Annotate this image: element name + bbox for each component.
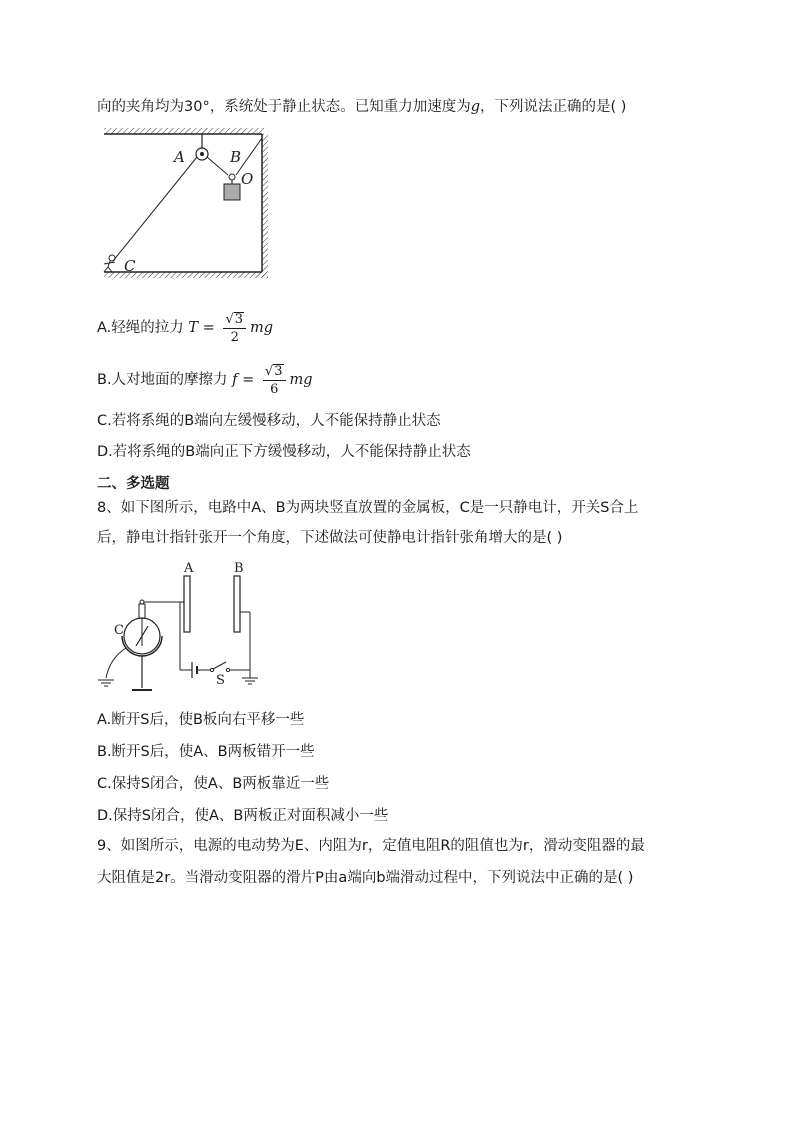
q7-intro-line xyxy=(97,97,626,117)
q7-figure xyxy=(96,126,272,282)
q7-label-o: O xyxy=(241,170,254,188)
q7-option-b-prefix: B.人对地面的摩擦力 xyxy=(97,372,228,388)
q7-option-a-prefix: A.轻绳的拉力 xyxy=(97,320,184,336)
rope-ao xyxy=(207,157,228,175)
q7-intro-text: 向的夹角均为30°，系统处于静止状态。已知重力加速度为 xyxy=(97,99,471,115)
q8-label-b: B xyxy=(234,561,244,576)
knot-o xyxy=(229,174,235,180)
rope-ac xyxy=(113,157,197,261)
q7-label-b: B xyxy=(230,148,242,166)
q8-option-d[interactable]: D.保持S闭合，使A、B两板正对面积减小一些 xyxy=(97,808,389,824)
q7-option-c[interactable]: C.若将系绳的B端向左缓慢移动，人不能保持静止状态 xyxy=(97,413,441,429)
q7-option-b[interactable] xyxy=(97,362,313,398)
q7-option-b-root: 3 xyxy=(274,363,283,379)
person-icon xyxy=(104,255,115,272)
q9-line-1: 9、如图所示，电源的电动势为E、内阻为r，定值电阻R的阻值也为r，滑动变阻器的最 xyxy=(97,838,645,854)
q7-option-d[interactable]: D.若将系绳的B端向正下方缓慢移动，人不能保持静止状态 xyxy=(97,444,471,460)
q7-option-b-fraction: $\frac{√3}{6}$ xyxy=(263,363,286,398)
q7-option-a-den: 2 xyxy=(230,329,239,345)
ceiling xyxy=(104,128,264,134)
q8-label-c: C xyxy=(114,623,124,638)
section-heading-multi-choice: 二、多选题 xyxy=(97,476,170,492)
q7-option-a-tail: mg xyxy=(250,320,274,336)
q7-option-b-tail: mg xyxy=(289,372,313,388)
q7-intro-end: ，下列说法正确的是( ) xyxy=(480,99,627,115)
q7-intro-var-g: g xyxy=(470,99,480,115)
q8-label-a: A xyxy=(184,561,194,576)
plate-a xyxy=(184,576,190,632)
q7-option-b-den: 6 xyxy=(270,381,279,397)
q7-option-a-fraction: $\frac{√3}{2}$ xyxy=(223,311,246,346)
weight-block xyxy=(224,184,240,200)
q7-label-c: C xyxy=(124,257,136,275)
q7-option-a[interactable] xyxy=(97,310,273,346)
q7-option-a-lhs: T = xyxy=(188,320,215,336)
q8-line-2: 后，静电计指针张开一个角度，下述做法可使静电计指针张角增大的是( ) xyxy=(97,530,563,546)
switch-s xyxy=(213,662,226,669)
right-wall xyxy=(262,134,268,278)
q8-label-s: S xyxy=(216,673,225,688)
plate-b xyxy=(234,576,240,632)
q7-label-a: A xyxy=(174,148,185,166)
q8-figure xyxy=(96,558,266,698)
q8-option-c[interactable]: C.保持S闭合，使A、B两板靠近一些 xyxy=(97,776,330,792)
q9-line-2: 大阻值是2r。当滑动变阻器的滑片P由a端向b端滑动过程中，下列说法中正确的是( ) xyxy=(97,870,634,886)
q8-option-a[interactable]: A.断开S后，使B板向右平移一些 xyxy=(97,712,305,728)
q7-option-a-root: 3 xyxy=(234,311,244,327)
q7-option-b-lhs: f = xyxy=(232,372,255,388)
q8-line-1: 8、如下图所示，电路中A、B为两块竖直放置的金属板，C是一只静电计，开关S合上 xyxy=(97,500,639,516)
q8-option-b[interactable]: B.断开S后，使A、B两板错开一些 xyxy=(97,744,315,760)
